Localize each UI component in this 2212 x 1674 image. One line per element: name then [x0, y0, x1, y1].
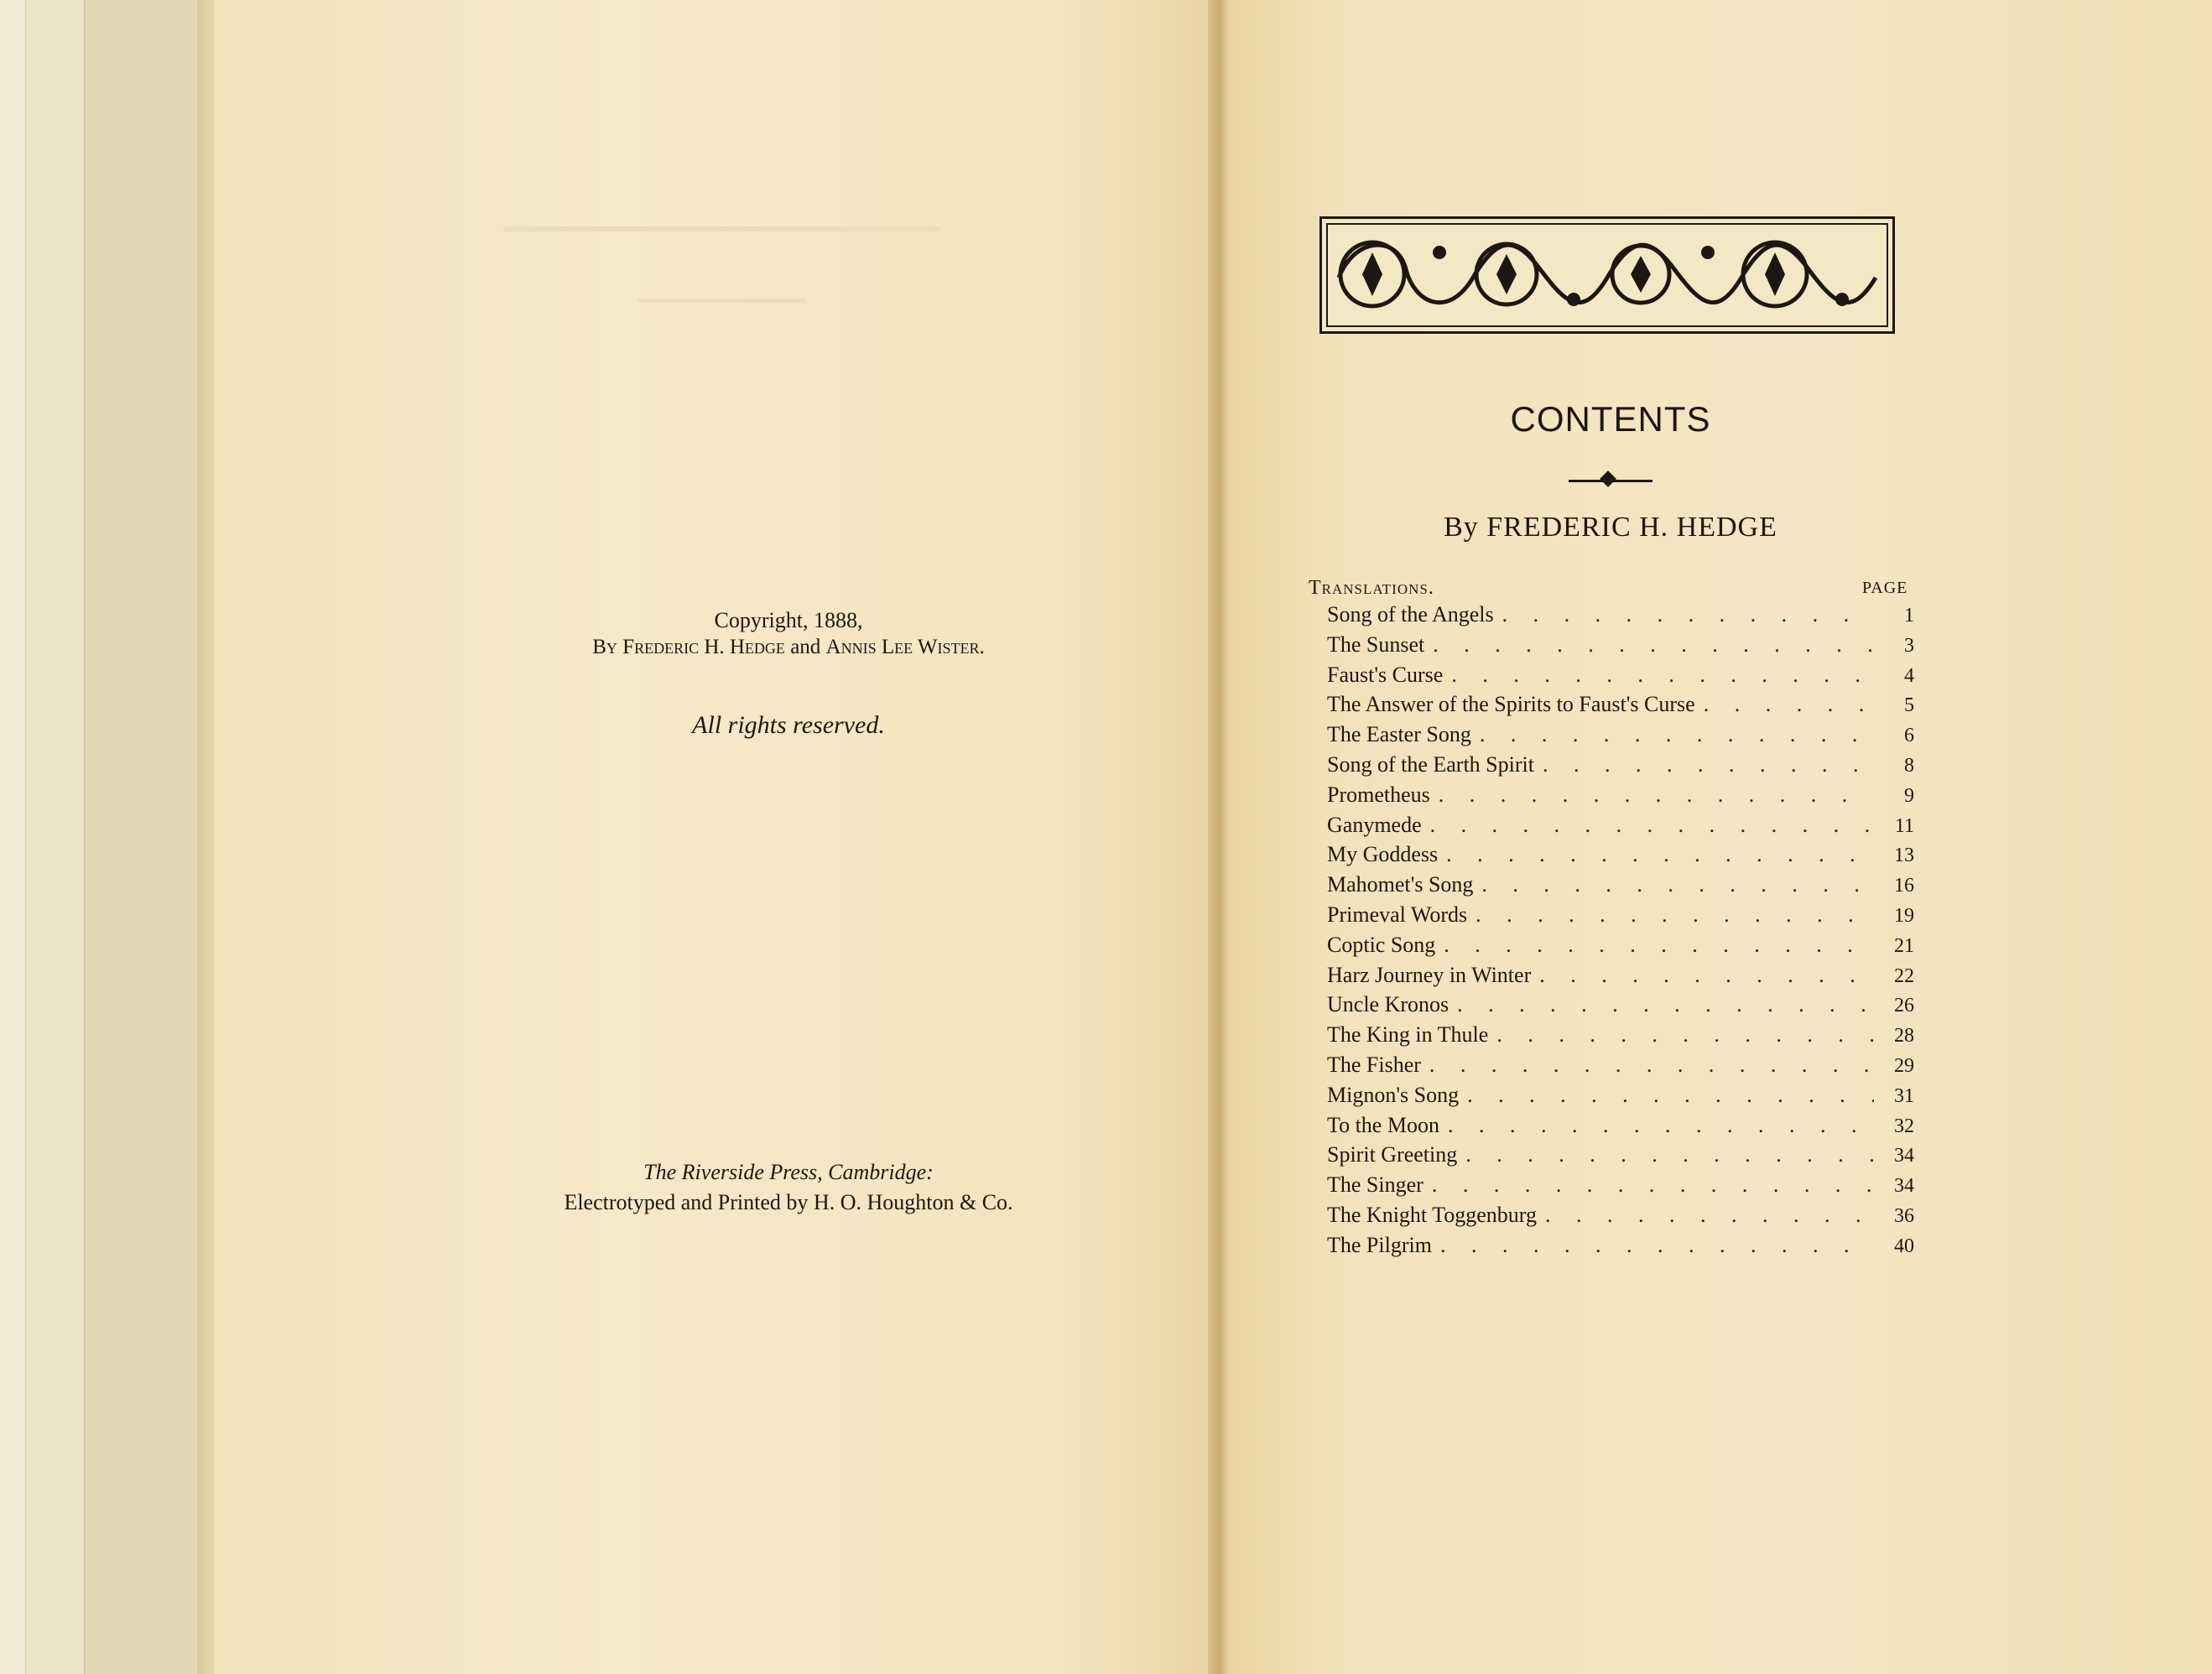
- toc-entry: [1327, 752, 1914, 782]
- show-through: [503, 176, 939, 303]
- toc-entry-title: The Knight Toggenburg: [1327, 1202, 1537, 1227]
- toc-leader-dots: [1423, 1172, 1874, 1198]
- toc-entry-page: 28: [1894, 1025, 1914, 1048]
- toc-leader-dots: [1537, 1203, 1874, 1228]
- toc-entry-page: 6: [1904, 725, 1914, 747]
- toc-leader-dots: [1473, 872, 1874, 897]
- toc-leader-dots: [1459, 1083, 1874, 1108]
- toc-entry-title: The Easter Song: [1327, 722, 1471, 747]
- toc-entry-title: Coptic Song: [1327, 932, 1436, 957]
- by-prefix: By: [592, 636, 617, 658]
- toc-entry-title: The King in Thule: [1327, 1022, 1489, 1048]
- toc-entry: [1327, 1203, 1914, 1233]
- toc-entry-title: Mignon's Song: [1327, 1082, 1460, 1107]
- toc-entry: [1327, 992, 1914, 1022]
- book-edge: [0, 0, 25, 1674]
- toc-leader-dots: [1422, 813, 1874, 838]
- author-wister: Annis Lee Wister.: [825, 636, 985, 658]
- rights-reserved: All rights reserved.: [692, 711, 885, 739]
- toc-entry: [1327, 1083, 1914, 1113]
- toc-entry-page: 22: [1894, 964, 1914, 987]
- toc-leader-dots: [1695, 692, 1874, 717]
- toc-leader-dots: [1430, 782, 1874, 808]
- toc-entry: [1327, 692, 1914, 722]
- toc-leader-dots: [1432, 1233, 1874, 1258]
- toc-entry-page: 40: [1894, 1235, 1914, 1257]
- book-edge-inner: [25, 0, 85, 1674]
- book-gutter: [1208, 0, 1230, 1674]
- toc-entry-page: 29: [1894, 1054, 1914, 1077]
- toc-entry-title: Uncle Kronos: [1327, 992, 1450, 1017]
- printer-block: [470, 1157, 1107, 1218]
- copyright-block: [495, 607, 1082, 661]
- and-word: and: [790, 636, 821, 658]
- toc-entry: [1327, 663, 1914, 693]
- toc-entry: [1327, 1113, 1914, 1143]
- toc-entry-title: My Goddess: [1327, 842, 1439, 867]
- toc-entry-title: Faust's Curse: [1327, 662, 1444, 687]
- toc-entry-page: 13: [1894, 845, 1914, 867]
- section-translations: Translations.: [1309, 577, 1434, 599]
- toc-entry: [1327, 1233, 1914, 1263]
- toc-leader-dots: [1438, 842, 1874, 867]
- toc-entry: [1327, 963, 1914, 993]
- toc-entry-title: Spirit Greeting: [1327, 1142, 1458, 1167]
- toc-entry: [1327, 632, 1914, 663]
- toc-leader-dots: [1534, 752, 1874, 777]
- flyleaf-edge: [84, 0, 212, 1674]
- page-column-label: PAGE: [1862, 579, 1908, 597]
- toc-entry-page: 21: [1894, 934, 1914, 957]
- toc-entry-title: The Pilgrim: [1327, 1232, 1432, 1257]
- toc-entry-page: 16: [1894, 875, 1914, 897]
- toc-entry-page: 19: [1894, 904, 1914, 927]
- toc-entry-title: Prometheus: [1327, 782, 1430, 807]
- press-name: The Riverside Press, Cambridge:: [643, 1160, 934, 1184]
- toc-entry-title: Song of the Angels: [1327, 602, 1494, 626]
- toc-entry: [1327, 722, 1914, 752]
- toc-entry: [1327, 602, 1914, 632]
- toc-leader-dots: [1449, 992, 1874, 1017]
- toc-entry-page: 4: [1904, 664, 1914, 687]
- toc-entry-title: Mahomet's Song: [1327, 872, 1474, 897]
- toc-entry-title: Song of the Earth Spirit: [1327, 751, 1534, 777]
- toc-entry-page: 8: [1904, 754, 1914, 777]
- toc-entry: [1327, 782, 1914, 813]
- toc-entry: [1327, 933, 1914, 963]
- toc-entry: [1327, 813, 1914, 843]
- toc-entry-page: 1: [1904, 605, 1914, 626]
- toc-entry-page: 26: [1894, 995, 1914, 1017]
- toc-leader-dots: [1471, 722, 1874, 747]
- toc-entry: [1327, 1172, 1914, 1203]
- toc-leader-dots: [1443, 663, 1874, 688]
- toc-entry-page: 36: [1894, 1204, 1914, 1227]
- toc-leader-dots: [1435, 933, 1874, 958]
- page-shadow: [197, 0, 216, 1674]
- toc-entry-title: Ganymede: [1327, 812, 1422, 837]
- toc-entry-title: The Sunset: [1327, 632, 1425, 657]
- toc-entry-title: Harz Journey in Winter: [1327, 962, 1532, 987]
- toc-entry-page: 34: [1894, 1175, 1914, 1198]
- toc-entry: [1327, 1022, 1914, 1053]
- toc-entry-title: The Fisher: [1327, 1052, 1421, 1077]
- toc-leader-dots: [1531, 963, 1874, 988]
- floral-ornament-svg: [1322, 219, 1892, 331]
- floral-ornament-header: [1319, 216, 1895, 334]
- toc-leader-dots: [1457, 1142, 1874, 1167]
- toc-list: [1327, 602, 1914, 1263]
- toc-entry-title: The Answer of the Spirits to Faust's Curse: [1327, 692, 1695, 717]
- contents-byline: By FREDERIC H. HEDGE: [1444, 512, 1777, 543]
- printer-line: Electrotyped and Printed by H. O. Houghton & Co.: [564, 1190, 1013, 1214]
- toc-entry: [1327, 872, 1914, 902]
- toc-entry-page: 11: [1894, 814, 1914, 837]
- toc-entry: [1327, 1142, 1914, 1172]
- toc-entry: [1327, 902, 1914, 933]
- toc-leader-dots: [1488, 1022, 1874, 1048]
- toc-leader-dots: [1494, 602, 1874, 627]
- toc-leader-dots: [1421, 1053, 1874, 1078]
- toc-entry-title: To the Moon: [1327, 1112, 1439, 1137]
- toc-entry-page: 32: [1894, 1115, 1914, 1137]
- copyright-line: Copyright, 1888,: [714, 608, 863, 632]
- contents-heading: CONTENTS: [1510, 399, 1711, 439]
- toc-entry-page: 5: [1904, 694, 1914, 717]
- toc-entry: [1327, 1053, 1914, 1083]
- toc-entry-page: 34: [1894, 1145, 1914, 1167]
- toc-entry-page: 31: [1894, 1084, 1914, 1107]
- toc-entry-page: 9: [1904, 784, 1914, 807]
- toc-entry-title: The Singer: [1327, 1172, 1423, 1198]
- authors-line: [495, 634, 1082, 661]
- author-hedge: Frederic H. Hedge: [622, 636, 785, 658]
- toc-leader-dots: [1439, 1113, 1874, 1138]
- toc-entry-title: Primeval Words: [1327, 902, 1468, 927]
- toc-entry: [1327, 842, 1914, 872]
- toc-leader-dots: [1424, 632, 1874, 658]
- toc-leader-dots: [1467, 902, 1874, 928]
- toc-entry-page: 3: [1904, 634, 1914, 657]
